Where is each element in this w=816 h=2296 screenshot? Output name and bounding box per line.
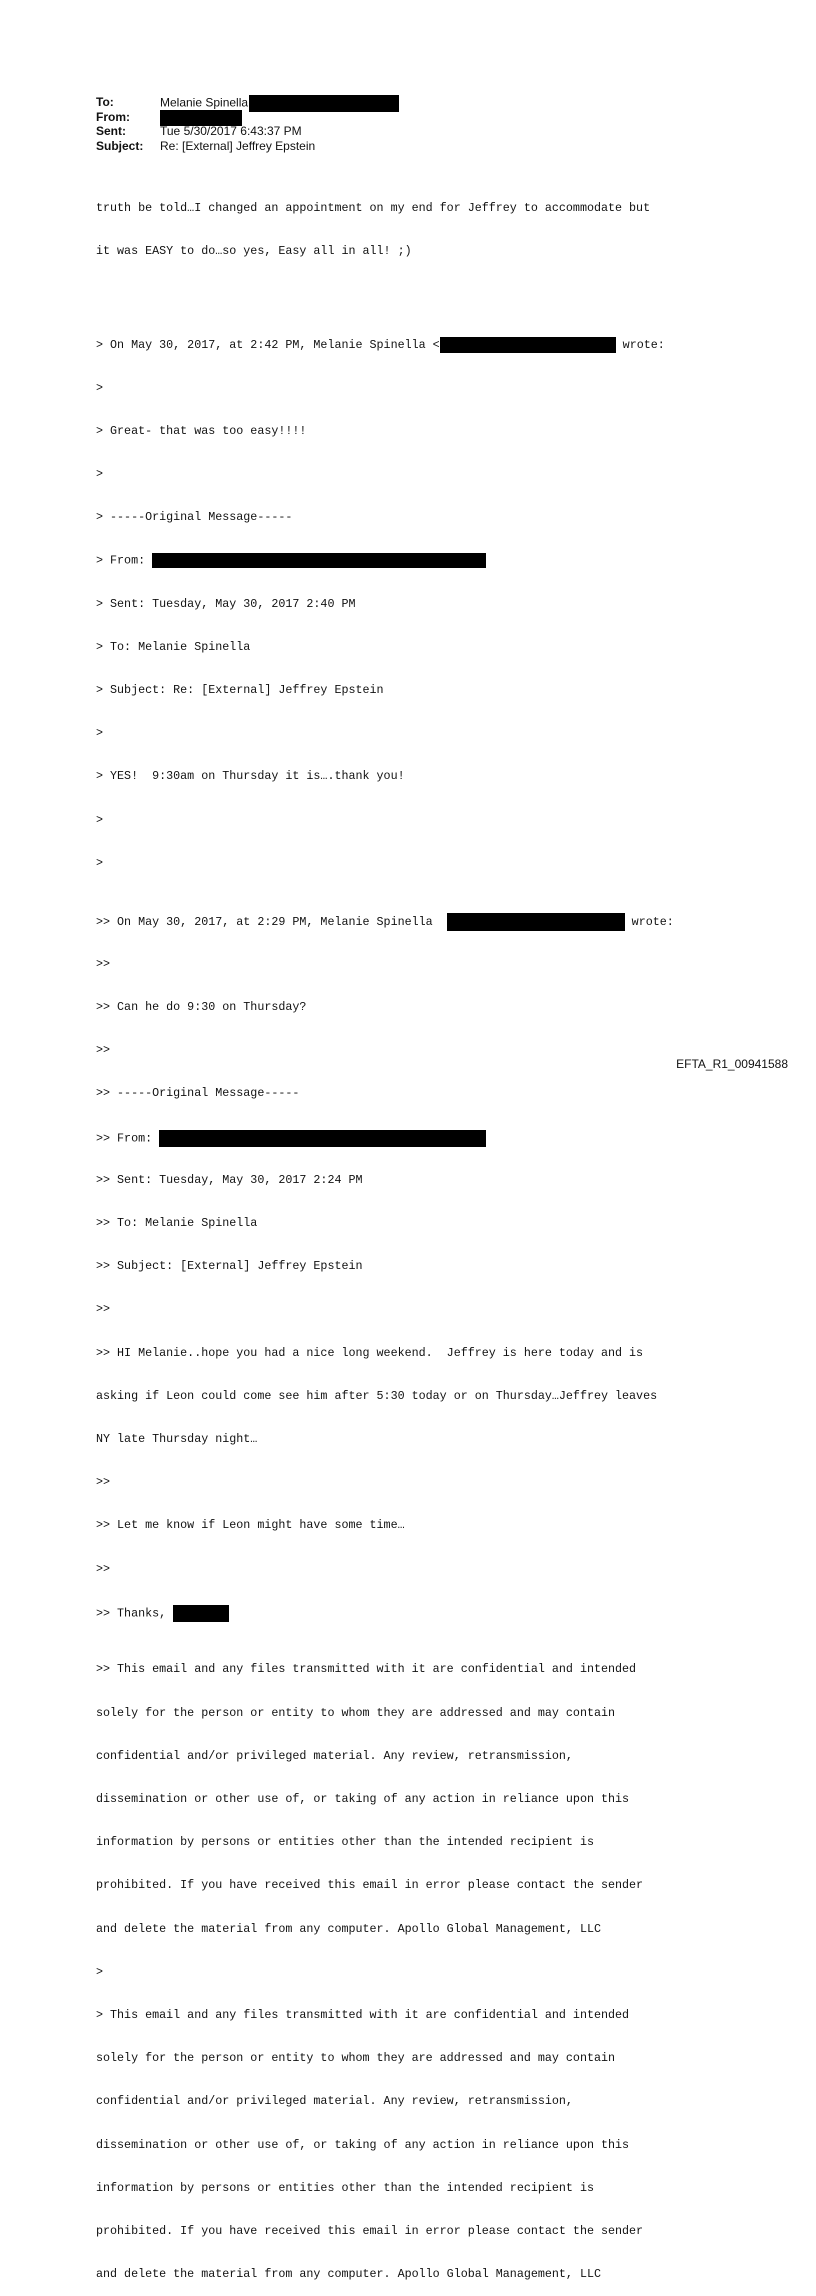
quote-line: > To: Melanie Spinella: [96, 639, 251, 654]
quote-line: [96, 913, 736, 930]
quote-line: >> To: Melanie Spinella: [96, 1215, 258, 1230]
disclaimer-line: > This email and any files transmitted with it are confidential and intended: [96, 2007, 630, 2022]
disclaimer-line: prohibited. If you have received this email in error please contact the sender: [96, 1878, 644, 1893]
body-line: truth be told…I changed an appointment on my end for Jeffrey to accommodate but: [96, 200, 651, 215]
redaction-box: [152, 553, 486, 568]
disclaimer-line: >> This email and any files transmitted with it are confidential and intended: [96, 1662, 637, 1677]
quote-line: >>: [96, 1475, 111, 1490]
quote-line: >> Can he do 9:30 on Thursday?: [96, 999, 307, 1014]
quote-line: >> Sent: Tuesday, May 30, 2017 2:24 PM: [96, 1172, 363, 1187]
quote-line: > YES! 9:30am on Thursday it is….thank you!: [96, 769, 405, 784]
email-body: [96, 172, 736, 2296]
disclaimer-line: confidential and/or privileged material. Any review, retransmission,: [96, 1748, 573, 1763]
quote-line: >> -----Original Message-----: [96, 1086, 300, 1101]
from-label: From:: [96, 109, 130, 124]
quote-thanks: >> Thanks,: [96, 1606, 174, 1621]
quote-line: >>: [96, 1043, 111, 1058]
quote-line: >> Subject: [External] Jeffrey Epstein: [96, 1259, 363, 1274]
to-name: Melanie Spinella: [160, 95, 249, 110]
quote-on-prefix: >> On May 30, 2017, at 2:29 PM, Melanie Spinella: [96, 915, 440, 930]
quote-line: > Great- that was too easy!!!!: [96, 423, 307, 438]
quote-line: >: [96, 380, 104, 395]
redaction-box: [440, 337, 616, 353]
quote-line: NY late Thursday night…: [96, 1431, 258, 1446]
quote-line: >> Let me know if Leon might have some time…: [96, 1518, 405, 1533]
quote-line: >>: [96, 1302, 111, 1317]
quote-line: asking if Leon could come see him after 5:30 today or on Thursday…Jeffrey leaves: [96, 1388, 658, 1403]
subject-label: Subject:: [96, 138, 144, 153]
quote-line: >: [96, 1964, 104, 1979]
redaction-box: [447, 913, 625, 931]
quote-from-label: > From:: [96, 554, 153, 569]
sent-value: Tue 5/30/2017 6:43:37 PM: [160, 124, 302, 138]
disclaimer-line: information by persons or entities other than the intended recipient is: [96, 2180, 594, 2195]
quote-line: > Subject: Re: [External] Jeffrey Epstein: [96, 683, 384, 698]
quote-on-prefix: > On May 30, 2017, at 2:42 PM, Melanie Spinella <: [96, 338, 440, 353]
subject-value: Re: [External] Jeffrey Epstein: [160, 138, 316, 153]
quote-line: > Sent: Tuesday, May 30, 2017 2:40 PM: [96, 596, 356, 611]
quote-line: >: [96, 467, 104, 482]
quote-line: [96, 337, 736, 351]
disclaimer-line: solely for the person or entity to whom they are addressed and may contain: [96, 2051, 616, 2066]
disclaimer-line: confidential and/or privileged material. Any review, retransmission,: [96, 2094, 573, 2109]
document-id: EFTA_R1_00941588: [676, 1057, 788, 1071]
quote-on-suffix: wrote:: [624, 915, 674, 930]
quote-line: [96, 1130, 736, 1144]
redaction-box: [249, 95, 399, 112]
quote-line: >: [96, 726, 104, 741]
quote-on-suffix: wrote:: [615, 338, 665, 353]
quote-line: > -----Original Message-----: [96, 510, 293, 525]
quote-line: >: [96, 855, 104, 870]
redaction-box: [173, 1605, 229, 1622]
sent-label: Sent:: [96, 124, 126, 138]
disclaimer-line: and delete the material from any computer. Apollo Global Management, LLC: [96, 1921, 601, 1936]
body-line: it was EASY to do…so yes, Easy all in all! ;): [96, 244, 412, 259]
disclaimer-line: information by persons or entities other than the intended recipient is: [96, 1835, 594, 1850]
redaction-box: [159, 1130, 486, 1147]
quote-line: >> HI Melanie..hope you had a nice long weekend. Jeffrey is here today and is: [96, 1345, 644, 1360]
quote-line: >>: [96, 1561, 111, 1576]
disclaimer-line: dissemination or other use of, or taking of any action in reliance upon this: [96, 2137, 630, 2152]
disclaimer-line: and delete the material from any computer. Apollo Global Management, LLC: [96, 2267, 601, 2282]
disclaimer-line: prohibited. If you have received this email in error please contact the sender: [96, 2223, 644, 2238]
quote-line: [96, 1605, 736, 1619]
quote-line: >: [96, 812, 104, 827]
quote-from-label: >> From:: [96, 1131, 160, 1146]
disclaimer-line: dissemination or other use of, or taking of any action in reliance upon this: [96, 1791, 630, 1806]
to-label: To:: [96, 95, 114, 109]
quote-line: [96, 553, 736, 567]
quote-line: >>: [96, 956, 111, 971]
disclaimer-line: solely for the person or entity to whom they are addressed and may contain: [96, 1705, 616, 1720]
